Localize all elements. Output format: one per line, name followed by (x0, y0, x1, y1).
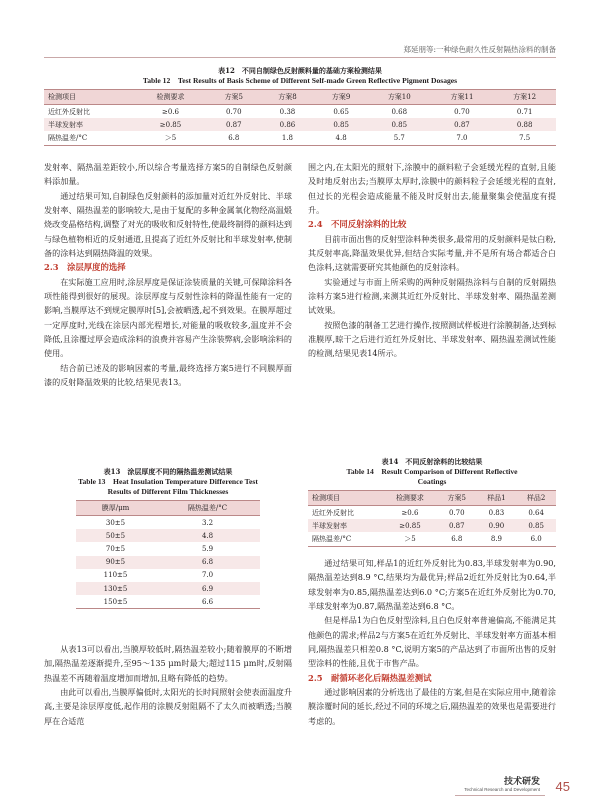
paragraph: 从表13可以看出,当膜厚较低时,隔热温差较小;随着膜厚的不断增加,隔热温差逐渐提升,至95～135 μm时最大;超过115 μm时,反射隔热温差不再随着温度增加而增加,且略有降低的趋势。 (44, 644, 292, 683)
table-row (308, 532, 556, 546)
table-cell: ＞5 (134, 131, 207, 145)
paragraph: 通过结果可知,样品1的近红外反射比为0.83,半球发射率为0.90,隔热温差达到8.9 °C,结果均为最优异;样品2近红外反射比为0.64,半球发射率为0.85,隔热温差达到6.0 °C;方案5在近红外反射比为0.70,半球发射率为0.87,隔热温差达到6.8 °C。 (308, 558, 556, 612)
table-cell: 半球发射率 (308, 519, 383, 532)
right-column (308, 160, 556, 361)
table-cell: 6.9 (155, 582, 260, 595)
table-row (76, 595, 260, 609)
footer-title-en: Technical Research and Development (464, 787, 540, 792)
table-header-row (308, 491, 556, 506)
running-head: 郑延朋等:一种绿色耐久性反射隔热涂料的制备 (403, 45, 556, 54)
table-header-cell: 样品2 (516, 491, 556, 506)
table-cell: 7.0 (431, 131, 494, 145)
table-cell: 隔热温差/°C (308, 532, 383, 546)
table-cell: 150±5 (76, 595, 155, 609)
table-12-block (44, 66, 556, 146)
table-cell: 半球发射率 (44, 118, 134, 131)
section-heading-2-3: 2.3 涂层厚度的选择 (44, 262, 126, 273)
table-row (44, 105, 556, 119)
table-row (76, 529, 260, 542)
table-13 (76, 500, 260, 609)
table-cell: 8.9 (477, 532, 517, 546)
table-14-caption-zh: 表14 不同反射涂料的比较结果 (381, 457, 483, 466)
table-row (308, 519, 556, 532)
table-cell: 0.87 (431, 118, 494, 131)
right-column-lower (308, 556, 556, 728)
paragraph: 按照色漆的制备工艺进行操作,按照测试样板进行涂膜制备,达到标准膜厚,晾干之后进行近红外反射比、半球发射率、隔热温差测试性能的检测,结果见表14所示。 (308, 319, 556, 359)
table-12-caption-en: Table 12 Test Results of Basis Scheme of Different Self-made Green Reflective Pigment Dosages (142, 76, 458, 85)
table-header-cell: 方案11 (431, 90, 494, 105)
paragraph: 实验通过与市面上所采购的两种反射隔热涂料与自制的反射隔热涂料方案5进行检测,来测其近红外反射比、半球发射率、隔热温差测试效果。 (308, 276, 556, 316)
paragraph: 通过影响因素的分析选出了最佳的方案,但是在实际应用中,随着涂膜涂覆时间的延长,经过不同的环境之后,隔热温差的效果也是需要进行考虑的。 (308, 687, 556, 726)
table-cell: ≥0.85 (134, 118, 207, 131)
table-cell: 0.71 (516, 107, 533, 116)
table-cell: 4.8 (314, 131, 368, 145)
table-cell: 6.8 (437, 532, 477, 546)
table-cell: 70±5 (105, 544, 126, 553)
table-cell: 近红外反射比 (48, 107, 90, 116)
table-cell: 7.5 (493, 131, 556, 145)
table-cell: 30±5 (105, 518, 126, 527)
table-cell: 6.6 (155, 595, 260, 609)
table-row (76, 516, 260, 530)
table-row (44, 131, 556, 145)
table-row (76, 569, 260, 582)
table-12-caption-zh: 表12 不同自制绿色反射颜料量的基础方案检测结果 (218, 66, 382, 75)
table-cell: 50±5 (76, 529, 155, 542)
paragraph: 通过结果可知,自制绿色反射颜料的添加量对近红外反射比、半球发射率、隔热温差的影响较大,是由于复配的多种金属氧化物经高温煅烧改变晶格结构,调整了对光的吸收和反射特性,使最终制得的颜料达到与绿色植物相近的反射通道,且提高了近红外反射比和半球发射率,使制备的涂料达到隔热降温的效果。 (44, 190, 292, 259)
table-cell: 0.87 (207, 118, 261, 131)
table-header-cell: 方案8 (261, 90, 315, 105)
table-cell: 0.85 (368, 118, 431, 131)
section-heading-2-4: 2.4 不同反射涂料的比较 (308, 219, 407, 230)
table-cell: 0.85 (516, 519, 556, 532)
table-cell: 隔热温差/°C (44, 131, 134, 145)
paragraph: 由此可以看出,当膜厚偏低时,太阳光的长时间照射会使表面温度升高,主要是涂层厚度低,起作用的涂膜反射阻隔不了太久而被晒透;当膜厚在合适范 (44, 687, 292, 726)
table-row (44, 118, 556, 131)
table-13-caption-zh: 表13 涂层厚度不同的隔热温差测试结果 (103, 467, 233, 476)
table-cell: 6.0 (516, 532, 556, 546)
table-cell: 4.8 (155, 529, 260, 542)
table-header-cell: 方案9 (314, 90, 368, 105)
section-heading-2-5: 2.5 耐循环老化后隔热温差测试 (308, 672, 432, 683)
table-header-cell: 检测要求 (134, 90, 207, 105)
table-cell: 0.70 (226, 107, 242, 116)
table-cell: 6.8 (207, 131, 261, 145)
table-cell: 0.88 (493, 118, 556, 131)
table-cell: ＞5 (383, 532, 437, 546)
table-cell: 0.86 (261, 118, 315, 131)
left-column (44, 160, 292, 390)
table-cell: 90±5 (76, 556, 155, 569)
table-cell: 0.83 (488, 508, 505, 517)
table-header-cell: 样品1 (477, 491, 517, 506)
table-13-caption-en-2: Results of Different Film Thicknesses (107, 487, 229, 496)
table-cell: 110±5 (103, 571, 128, 580)
table-cell: 0.90 (477, 519, 517, 532)
table-header-cell: 检测项目 (308, 491, 383, 506)
table-cell: 0.65 (333, 107, 349, 116)
table-cell: 0.70 (454, 107, 470, 116)
table-14-caption-en-1: Table 14 Result Comparison of Different Reflective (346, 467, 518, 476)
paragraph: 围之内,在太阳光的照射下,涂膜中的颜料粒子会延缓光程的直射,且能及时地反射出去;当膜厚太厚时,涂膜中的颜料粒子会延缓光程的直射,但过长的光程会造成能量不能及时反射出去,能量聚集会使温度有提升。 (308, 162, 556, 216)
footer-title-zh: 技术研发 (503, 777, 540, 787)
table-header-cell: 隔热温差/°C (155, 501, 260, 516)
paragraph: 结合前已述及的影响因素的考量,最终选择方案5进行不同膜厚面漆的反射降温效果的比较,结果见表13。 (44, 362, 292, 388)
table-cell: 6.8 (155, 556, 260, 569)
table-header-cell: 检测要求 (383, 491, 437, 506)
table-header-cell: 检测项目 (44, 90, 134, 105)
table-cell: 7.0 (201, 571, 214, 580)
table-cell: ≥0.85 (383, 519, 437, 532)
table-header-row (76, 501, 260, 516)
table-14-block (308, 457, 556, 547)
table-cell: 1.8 (261, 131, 315, 145)
table-row (76, 556, 260, 569)
table-cell: 5.7 (368, 131, 431, 145)
table-14 (308, 490, 556, 547)
table-cell: 5.9 (201, 544, 214, 553)
table-cell: ≥0.6 (161, 107, 179, 116)
table-row (76, 582, 260, 595)
table-cell: 0.68 (391, 107, 408, 116)
table-cell: 0.38 (279, 107, 296, 116)
table-row (76, 542, 260, 555)
table-header-cell: 膜厚/μm (76, 501, 155, 516)
table-cell: 0.85 (314, 118, 368, 131)
table-cell: 3.2 (201, 518, 214, 527)
footer-rule (455, 795, 545, 796)
table-cell: 近红外反射比 (312, 508, 354, 517)
table-row (308, 506, 556, 520)
page-number: 45 (555, 779, 570, 794)
table-14-caption-en-2: Coatings (417, 477, 447, 486)
table-cell: 130±5 (76, 582, 155, 595)
table-header-cell: 方案5 (437, 491, 477, 506)
paragraph: 发射率、隔热温差距较小,所以综合考量选择方案5的自制绿色反射颜料添加量。 (44, 162, 292, 187)
paragraph: 在实际施工应用时,涂层厚度是保证涂装质量的关键,可保障涂料各项性能得到很好的展现。涂层厚度与反射性涂料的降温性能有一定的影响,当膜厚达不到规定膜厚时[5],会被晒透,起不到效果。在膜厚超过一定厚度时,光线在涂层内部光程增长,对能量的吸收较多,温度并不会降低,且涂覆过厚会造成涂料的浪费并容易产生涂装弊病,会影响涂料的使用。 (44, 276, 292, 359)
left-column-lower (44, 642, 292, 728)
footer (464, 774, 540, 792)
table-header-cell: 方案10 (368, 90, 431, 105)
table-cell: 0.64 (528, 508, 544, 517)
table-cell: 0.70 (448, 508, 465, 517)
table-13-caption-en-1: Table 13 Heat Insulation Temperature Difference Test (78, 477, 258, 486)
table-cell: ≥0.6 (401, 508, 419, 517)
table-header-row (44, 90, 556, 105)
table-header-cell: 方案12 (493, 90, 556, 105)
paragraph: 目前市面出售的反射型涂料种类很多,最常用的反射颜料是钛白粉,其反射率高,降温效果优异,但结合实际考量,并不是所有场合都适合白色涂料,这就需要研究其他颜色的反射涂料。 (308, 233, 556, 273)
table-12 (44, 89, 556, 146)
table-cell: 0.87 (437, 519, 477, 532)
header-rule (44, 57, 556, 58)
table-13-block (44, 467, 292, 609)
table-header-cell: 方案5 (207, 90, 261, 105)
paragraph: 但是样品1为白色反射型涂料,且白色反射率普遍偏高,不能满足其他颜色的需求;样品2与方案5在近红外反射比、半球发射率方面基本相同,隔热温差只相差0.8 °C,说明方案5的产品达到了市面所出售的反射型涂料的性能,且优于市售产品。 (308, 615, 556, 669)
